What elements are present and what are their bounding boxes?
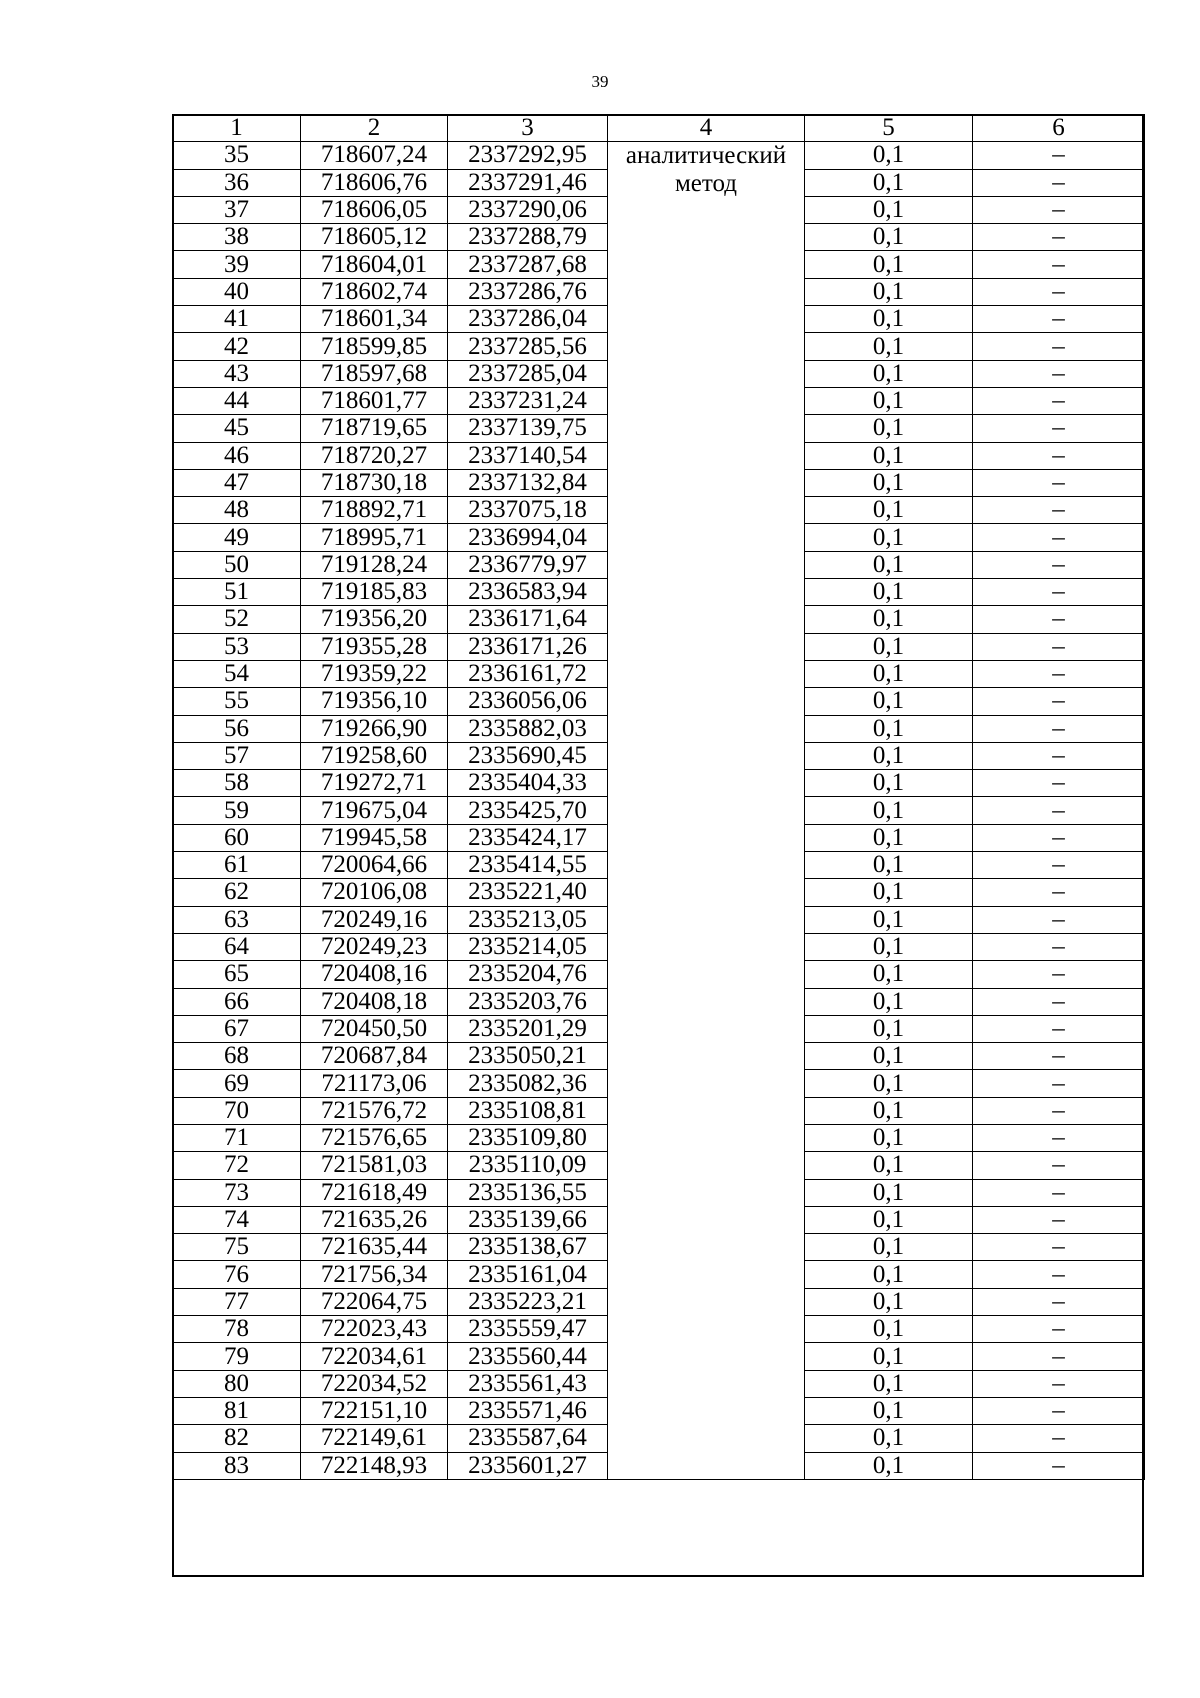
y-coordinate-cell: 2335587,64 (448, 1425, 608, 1452)
header-col-5: 5 (805, 115, 973, 142)
accuracy-cell: 0,1 (805, 1124, 973, 1151)
y-coordinate-cell: 2335414,55 (448, 852, 608, 879)
y-coordinate-cell: 2335223,21 (448, 1288, 608, 1315)
x-coordinate-cell: 722034,52 (301, 1370, 448, 1397)
x-coordinate-cell: 722149,61 (301, 1425, 448, 1452)
point-number-cell: 81 (173, 1397, 301, 1424)
accuracy-cell: 0,1 (805, 1070, 973, 1097)
coordinates-table (172, 114, 1145, 1480)
y-coordinate-cell: 2336161,72 (448, 660, 608, 687)
accuracy-cell: 0,1 (805, 660, 973, 687)
x-coordinate-cell: 721756,34 (301, 1261, 448, 1288)
x-coordinate-cell: 720408,18 (301, 988, 448, 1015)
note-cell: – (973, 879, 1145, 906)
accuracy-cell: 0,1 (805, 442, 973, 469)
point-number-cell: 73 (173, 1179, 301, 1206)
point-number-cell: 68 (173, 1043, 301, 1070)
point-number-cell: 69 (173, 1070, 301, 1097)
y-coordinate-cell: 2337286,04 (448, 306, 608, 333)
note-cell: – (973, 551, 1145, 578)
accuracy-cell: 0,1 (805, 224, 973, 251)
y-coordinate-cell: 2337291,46 (448, 169, 608, 196)
note-cell: – (973, 770, 1145, 797)
accuracy-cell: 0,1 (805, 469, 973, 496)
y-coordinate-cell: 2337140,54 (448, 442, 608, 469)
note-cell: – (973, 688, 1145, 715)
accuracy-cell: 0,1 (805, 1179, 973, 1206)
point-number-cell: 74 (173, 1206, 301, 1233)
accuracy-cell: 0,1 (805, 251, 973, 278)
y-coordinate-cell: 2335213,05 (448, 906, 608, 933)
accuracy-cell: 0,1 (805, 1316, 973, 1343)
point-number-cell: 77 (173, 1288, 301, 1315)
y-coordinate-cell: 2337132,84 (448, 469, 608, 496)
point-number-cell: 48 (173, 497, 301, 524)
accuracy-cell: 0,1 (805, 824, 973, 851)
y-coordinate-cell: 2335690,45 (448, 742, 608, 769)
accuracy-cell: 0,1 (805, 852, 973, 879)
accuracy-cell: 0,1 (805, 579, 973, 606)
accuracy-cell: 0,1 (805, 1261, 973, 1288)
accuracy-cell: 0,1 (805, 524, 973, 551)
x-coordinate-cell: 719258,60 (301, 742, 448, 769)
point-number-cell: 79 (173, 1343, 301, 1370)
y-coordinate-cell: 2335203,76 (448, 988, 608, 1015)
x-coordinate-cell: 718601,77 (301, 387, 448, 414)
point-number-cell: 39 (173, 251, 301, 278)
point-number-cell: 78 (173, 1316, 301, 1343)
point-number-cell: 47 (173, 469, 301, 496)
x-coordinate-cell: 722151,10 (301, 1397, 448, 1424)
note-cell: – (973, 906, 1145, 933)
point-number-cell: 65 (173, 961, 301, 988)
point-number-cell: 35 (173, 142, 301, 169)
point-number-cell: 61 (173, 852, 301, 879)
note-cell: – (973, 1179, 1145, 1206)
note-cell: – (973, 1097, 1145, 1124)
x-coordinate-cell: 718604,01 (301, 251, 448, 278)
accuracy-cell: 0,1 (805, 278, 973, 305)
y-coordinate-cell: 2337285,56 (448, 333, 608, 360)
note-cell: – (973, 497, 1145, 524)
note-cell: – (973, 306, 1145, 333)
point-number-cell: 82 (173, 1425, 301, 1452)
y-coordinate-cell: 2337290,06 (448, 196, 608, 223)
x-coordinate-cell: 718597,68 (301, 360, 448, 387)
point-number-cell: 60 (173, 824, 301, 851)
accuracy-cell: 0,1 (805, 360, 973, 387)
point-number-cell: 55 (173, 688, 301, 715)
note-cell: – (973, 1261, 1145, 1288)
point-number-cell: 36 (173, 169, 301, 196)
note-cell: – (973, 797, 1145, 824)
point-number-cell: 56 (173, 715, 301, 742)
note-cell: – (973, 1397, 1145, 1424)
note-cell: – (973, 742, 1145, 769)
accuracy-cell: 0,1 (805, 770, 973, 797)
accuracy-cell: 0,1 (805, 1015, 973, 1042)
point-number-cell: 43 (173, 360, 301, 387)
point-number-cell: 66 (173, 988, 301, 1015)
note-cell: – (973, 1370, 1145, 1397)
accuracy-cell: 0,1 (805, 879, 973, 906)
header-col-2: 2 (301, 115, 448, 142)
accuracy-cell: 0,1 (805, 1206, 973, 1233)
point-number-cell: 83 (173, 1452, 301, 1479)
y-coordinate-cell: 2335882,03 (448, 715, 608, 742)
point-number-cell: 50 (173, 551, 301, 578)
table-row (173, 142, 1145, 169)
note-cell: – (973, 278, 1145, 305)
note-cell: – (973, 224, 1145, 251)
y-coordinate-cell: 2337286,76 (448, 278, 608, 305)
x-coordinate-cell: 720249,16 (301, 906, 448, 933)
x-coordinate-cell: 720106,08 (301, 879, 448, 906)
accuracy-cell: 0,1 (805, 906, 973, 933)
y-coordinate-cell: 2335050,21 (448, 1043, 608, 1070)
accuracy-cell: 0,1 (805, 1043, 973, 1070)
note-cell: – (973, 142, 1145, 169)
header-col-6: 6 (973, 115, 1145, 142)
note-cell: – (973, 196, 1145, 223)
accuracy-cell: 0,1 (805, 742, 973, 769)
note-cell: – (973, 387, 1145, 414)
x-coordinate-cell: 718599,85 (301, 333, 448, 360)
accuracy-cell: 0,1 (805, 333, 973, 360)
x-coordinate-cell: 719355,28 (301, 633, 448, 660)
y-coordinate-cell: 2337075,18 (448, 497, 608, 524)
y-coordinate-cell: 2335139,66 (448, 1206, 608, 1233)
x-coordinate-cell: 718720,27 (301, 442, 448, 469)
accuracy-cell: 0,1 (805, 1288, 973, 1315)
y-coordinate-cell: 2336056,06 (448, 688, 608, 715)
x-coordinate-cell: 721635,26 (301, 1206, 448, 1233)
y-coordinate-cell: 2335601,27 (448, 1452, 608, 1479)
x-coordinate-cell: 719128,24 (301, 551, 448, 578)
point-number-cell: 52 (173, 606, 301, 633)
note-cell: – (973, 1152, 1145, 1179)
note-cell: – (973, 524, 1145, 551)
x-coordinate-cell: 720408,16 (301, 961, 448, 988)
accuracy-cell: 0,1 (805, 715, 973, 742)
x-coordinate-cell: 718602,74 (301, 278, 448, 305)
table-header-row (173, 115, 1145, 142)
x-coordinate-cell: 719945,58 (301, 824, 448, 851)
note-cell: – (973, 824, 1145, 851)
accuracy-cell: 0,1 (805, 142, 973, 169)
accuracy-cell: 0,1 (805, 1343, 973, 1370)
x-coordinate-cell: 721576,65 (301, 1124, 448, 1151)
x-coordinate-cell: 719675,04 (301, 797, 448, 824)
point-number-cell: 44 (173, 387, 301, 414)
note-cell: – (973, 852, 1145, 879)
accuracy-cell: 0,1 (805, 606, 973, 633)
y-coordinate-cell: 2335108,81 (448, 1097, 608, 1124)
x-coordinate-cell: 718607,24 (301, 142, 448, 169)
point-number-cell: 72 (173, 1152, 301, 1179)
accuracy-cell: 0,1 (805, 169, 973, 196)
accuracy-cell: 0,1 (805, 1425, 973, 1452)
y-coordinate-cell: 2335110,09 (448, 1152, 608, 1179)
point-number-cell: 53 (173, 633, 301, 660)
x-coordinate-cell: 718719,65 (301, 415, 448, 442)
note-cell: – (973, 606, 1145, 633)
note-cell: – (973, 1343, 1145, 1370)
y-coordinate-cell: 2335138,67 (448, 1234, 608, 1261)
note-cell: – (973, 251, 1145, 278)
x-coordinate-cell: 720249,23 (301, 933, 448, 960)
x-coordinate-cell: 718605,12 (301, 224, 448, 251)
point-number-cell: 80 (173, 1370, 301, 1397)
accuracy-cell: 0,1 (805, 551, 973, 578)
y-coordinate-cell: 2335424,17 (448, 824, 608, 851)
y-coordinate-cell: 2337288,79 (448, 224, 608, 251)
point-number-cell: 64 (173, 933, 301, 960)
x-coordinate-cell: 718606,76 (301, 169, 448, 196)
accuracy-cell: 0,1 (805, 306, 973, 333)
y-coordinate-cell: 2335214,05 (448, 933, 608, 960)
accuracy-cell: 0,1 (805, 1397, 973, 1424)
x-coordinate-cell: 718606,05 (301, 196, 448, 223)
y-coordinate-cell: 2335082,36 (448, 1070, 608, 1097)
y-coordinate-cell: 2335136,55 (448, 1179, 608, 1206)
y-coordinate-cell: 2337139,75 (448, 415, 608, 442)
note-cell: – (973, 1015, 1145, 1042)
note-cell: – (973, 1124, 1145, 1151)
y-coordinate-cell: 2337287,68 (448, 251, 608, 278)
x-coordinate-cell: 720064,66 (301, 852, 448, 879)
accuracy-cell: 0,1 (805, 1452, 973, 1479)
y-coordinate-cell: 2336583,94 (448, 579, 608, 606)
note-cell: – (973, 1070, 1145, 1097)
note-cell: – (973, 715, 1145, 742)
accuracy-cell: 0,1 (805, 688, 973, 715)
x-coordinate-cell: 721173,06 (301, 1070, 448, 1097)
y-coordinate-cell: 2336779,97 (448, 551, 608, 578)
note-cell: – (973, 1234, 1145, 1261)
note-cell: – (973, 1452, 1145, 1479)
point-number-cell: 49 (173, 524, 301, 551)
method-cell: аналитический метод (608, 142, 805, 1480)
x-coordinate-cell: 721581,03 (301, 1152, 448, 1179)
accuracy-cell: 0,1 (805, 1152, 973, 1179)
y-coordinate-cell: 2335560,44 (448, 1343, 608, 1370)
x-coordinate-cell: 718892,71 (301, 497, 448, 524)
point-number-cell: 59 (173, 797, 301, 824)
note-cell: – (973, 1043, 1145, 1070)
y-coordinate-cell: 2335204,76 (448, 961, 608, 988)
x-coordinate-cell: 719185,83 (301, 579, 448, 606)
y-coordinate-cell: 2337285,04 (448, 360, 608, 387)
y-coordinate-cell: 2336171,26 (448, 633, 608, 660)
y-coordinate-cell: 2335404,33 (448, 770, 608, 797)
y-coordinate-cell: 2336171,64 (448, 606, 608, 633)
y-coordinate-cell: 2335161,04 (448, 1261, 608, 1288)
note-cell: – (973, 933, 1145, 960)
note-cell: – (973, 360, 1145, 387)
point-number-cell: 67 (173, 1015, 301, 1042)
accuracy-cell: 0,1 (805, 1370, 973, 1397)
x-coordinate-cell: 719356,20 (301, 606, 448, 633)
point-number-cell: 51 (173, 579, 301, 606)
y-coordinate-cell: 2337231,24 (448, 387, 608, 414)
accuracy-cell: 0,1 (805, 497, 973, 524)
point-number-cell: 46 (173, 442, 301, 469)
note-cell: – (973, 579, 1145, 606)
accuracy-cell: 0,1 (805, 988, 973, 1015)
x-coordinate-cell: 719356,10 (301, 688, 448, 715)
note-cell: – (973, 988, 1145, 1015)
page-number: 39 (591, 72, 609, 91)
note-cell: – (973, 415, 1145, 442)
y-coordinate-cell: 2336994,04 (448, 524, 608, 551)
point-number-cell: 75 (173, 1234, 301, 1261)
x-coordinate-cell: 718995,71 (301, 524, 448, 551)
note-cell: – (973, 169, 1145, 196)
point-number-cell: 37 (173, 196, 301, 223)
note-cell: – (973, 442, 1145, 469)
point-number-cell: 57 (173, 742, 301, 769)
point-number-cell: 62 (173, 879, 301, 906)
point-number-cell: 58 (173, 770, 301, 797)
note-cell: – (973, 1206, 1145, 1233)
x-coordinate-cell: 719359,22 (301, 660, 448, 687)
y-coordinate-cell: 2335109,80 (448, 1124, 608, 1151)
point-number-cell: 38 (173, 224, 301, 251)
y-coordinate-cell: 2335571,46 (448, 1397, 608, 1424)
x-coordinate-cell: 720450,50 (301, 1015, 448, 1042)
x-coordinate-cell: 722034,61 (301, 1343, 448, 1370)
note-cell: – (973, 333, 1145, 360)
point-number-cell: 70 (173, 1097, 301, 1124)
x-coordinate-cell: 722148,93 (301, 1452, 448, 1479)
x-coordinate-cell: 721618,49 (301, 1179, 448, 1206)
note-cell: – (973, 1425, 1145, 1452)
accuracy-cell: 0,1 (805, 387, 973, 414)
x-coordinate-cell: 718601,34 (301, 306, 448, 333)
y-coordinate-cell: 2337292,95 (448, 142, 608, 169)
point-number-cell: 71 (173, 1124, 301, 1151)
note-cell: – (973, 633, 1145, 660)
accuracy-cell: 0,1 (805, 415, 973, 442)
note-cell: – (973, 1316, 1145, 1343)
x-coordinate-cell: 719266,90 (301, 715, 448, 742)
accuracy-cell: 0,1 (805, 961, 973, 988)
accuracy-cell: 0,1 (805, 933, 973, 960)
point-number-cell: 41 (173, 306, 301, 333)
x-coordinate-cell: 721576,72 (301, 1097, 448, 1124)
accuracy-cell: 0,1 (805, 196, 973, 223)
y-coordinate-cell: 2335559,47 (448, 1316, 608, 1343)
header-col-4: 4 (608, 115, 805, 142)
note-cell: – (973, 961, 1145, 988)
y-coordinate-cell: 2335201,29 (448, 1015, 608, 1042)
x-coordinate-cell: 721635,44 (301, 1234, 448, 1261)
x-coordinate-cell: 719272,71 (301, 770, 448, 797)
note-cell: – (973, 660, 1145, 687)
point-number-cell: 54 (173, 660, 301, 687)
accuracy-cell: 0,1 (805, 797, 973, 824)
header-col-1: 1 (173, 115, 301, 142)
note-cell: – (973, 1288, 1145, 1315)
accuracy-cell: 0,1 (805, 633, 973, 660)
point-number-cell: 40 (173, 278, 301, 305)
header-col-3: 3 (448, 115, 608, 142)
table-body (173, 142, 1145, 1480)
point-number-cell: 42 (173, 333, 301, 360)
y-coordinate-cell: 2335561,43 (448, 1370, 608, 1397)
point-number-cell: 45 (173, 415, 301, 442)
accuracy-cell: 0,1 (805, 1234, 973, 1261)
x-coordinate-cell: 718730,18 (301, 469, 448, 496)
x-coordinate-cell: 722023,43 (301, 1316, 448, 1343)
x-coordinate-cell: 722064,75 (301, 1288, 448, 1315)
note-cell: – (973, 469, 1145, 496)
y-coordinate-cell: 2335425,70 (448, 797, 608, 824)
accuracy-cell: 0,1 (805, 1097, 973, 1124)
point-number-cell: 76 (173, 1261, 301, 1288)
y-coordinate-cell: 2335221,40 (448, 879, 608, 906)
x-coordinate-cell: 720687,84 (301, 1043, 448, 1070)
point-number-cell: 63 (173, 906, 301, 933)
